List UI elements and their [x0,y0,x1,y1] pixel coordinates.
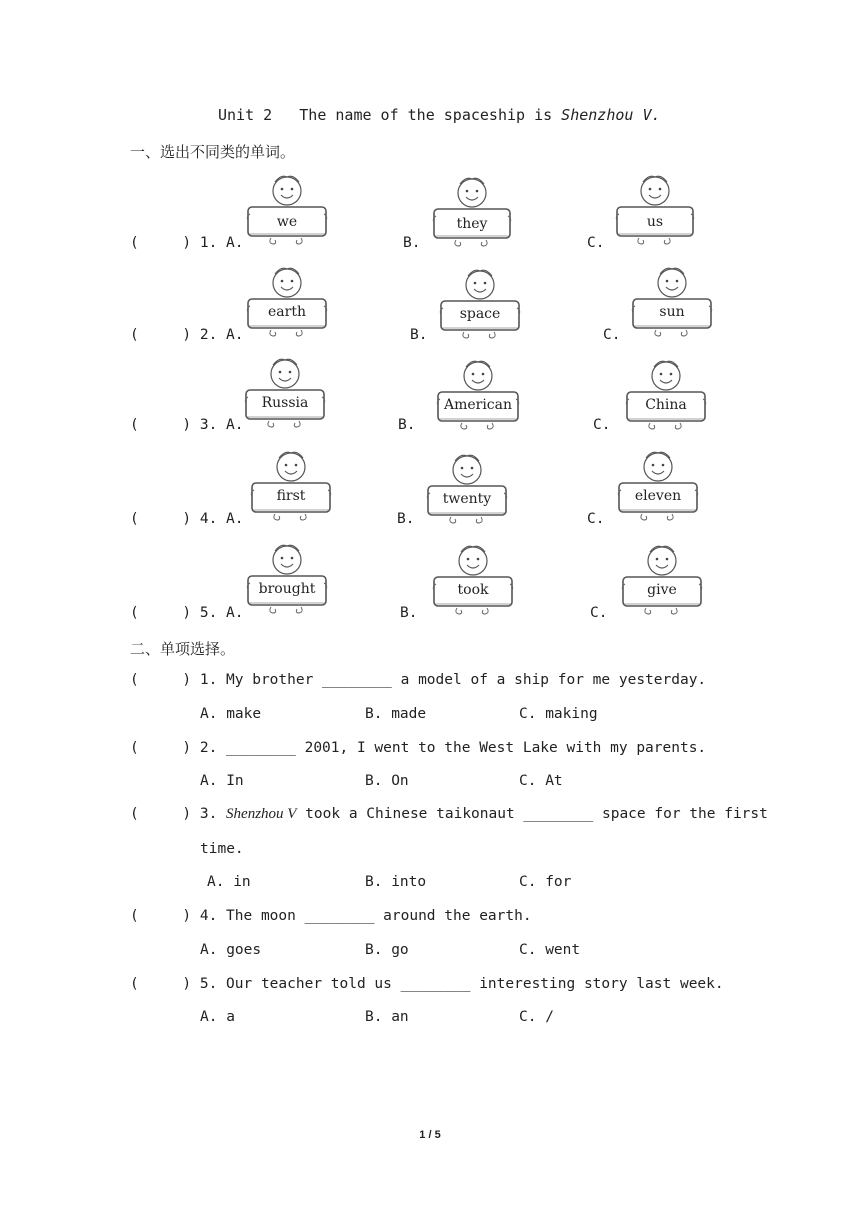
kid-sign-image [246,174,328,246]
sign-word: eleven [634,488,682,504]
sign-word: us [646,214,664,230]
sign-word: first [276,488,306,504]
option-label: B. [400,605,418,621]
kid-sign-image [246,266,328,338]
option-b: B. an [365,1009,409,1025]
sign-word: earth [268,304,306,320]
question-stem: ( ) 1. My brother ________ a model of a ship for me yesterday. [130,672,707,688]
option-label: B. [398,417,416,433]
option-a: A. goes [200,942,262,958]
option-b: B. go [365,942,409,958]
option-c: C. / [519,1009,554,1025]
option-c: C. went [519,942,581,958]
kid-sign-image [432,176,512,248]
sign-word: we [276,214,298,230]
kid-sign-image [432,544,514,616]
section-heading-1: 一、选出不同类的单词。 [130,143,296,161]
kid-sign-image [615,174,695,246]
kid-sign-image [439,268,521,340]
kid-sign-image [631,266,713,338]
sign-word: American [443,397,513,413]
kid-sign-image [246,543,328,615]
question-number: ( ) 5. A. [130,605,244,621]
question-stem: ( ) 5. Our teacher told us ________ interesting story last week. [130,976,724,992]
kid-sign-image [436,359,520,431]
page-title: Unit 2 The name of the spaceship is Shenzhou V. [218,106,661,124]
option-a: A. in [207,874,251,890]
question-stem-continued: time. [200,841,244,857]
option-label: B. [410,327,428,343]
option-label: B. [403,235,421,251]
sign-word: brought [258,581,316,597]
option-label: C. [587,511,605,527]
kid-sign-image [625,359,707,431]
question-number: ( ) 4. A. [130,511,244,527]
kid-sign-image [426,453,508,525]
kid-sign-image [250,450,332,522]
sign-word: Russia [261,395,309,411]
option-a: A. In [200,773,244,789]
option-label: C. [593,417,611,433]
sign-word: took [457,582,489,598]
sign-word: give [647,582,677,598]
question-stem: ( ) 4. The moon ________ around the earth. [130,908,532,924]
option-c: C. At [519,773,563,789]
question-number: ( ) 1. A. [130,235,244,251]
sign-word: sun [659,304,685,320]
option-label: B. [397,511,415,527]
option-c: C. for [519,874,572,890]
option-label: C. [603,327,621,343]
option-label: C. [587,235,605,251]
sign-word: twenty [442,491,492,507]
option-b: B. made [365,706,427,722]
question-stem: ( ) 3. Shenzhou V took a Chinese taikonaut ________ space for the first [130,806,768,822]
option-a: A. a [200,1009,235,1025]
sign-word: they [456,216,488,232]
kid-sign-image [617,450,699,522]
question-stem: ( ) 2. ________ 2001, I went to the West Lake with my parents. [130,740,707,756]
option-label: C. [590,605,608,621]
page-number: 1 / 5 [419,1129,441,1141]
option-b: B. On [365,773,409,789]
sign-word: space [459,306,501,322]
kid-sign-image [621,544,703,616]
sign-word: China [645,397,687,413]
option-c: C. making [519,706,598,722]
kid-sign-image [244,357,326,429]
question-number: ( ) 2. A. [130,327,244,343]
option-a: A. make [200,706,262,722]
question-number: ( ) 3. A. [130,417,244,433]
section-heading-2: 二、单项选择。 [130,640,236,658]
option-b: B. into [365,874,427,890]
